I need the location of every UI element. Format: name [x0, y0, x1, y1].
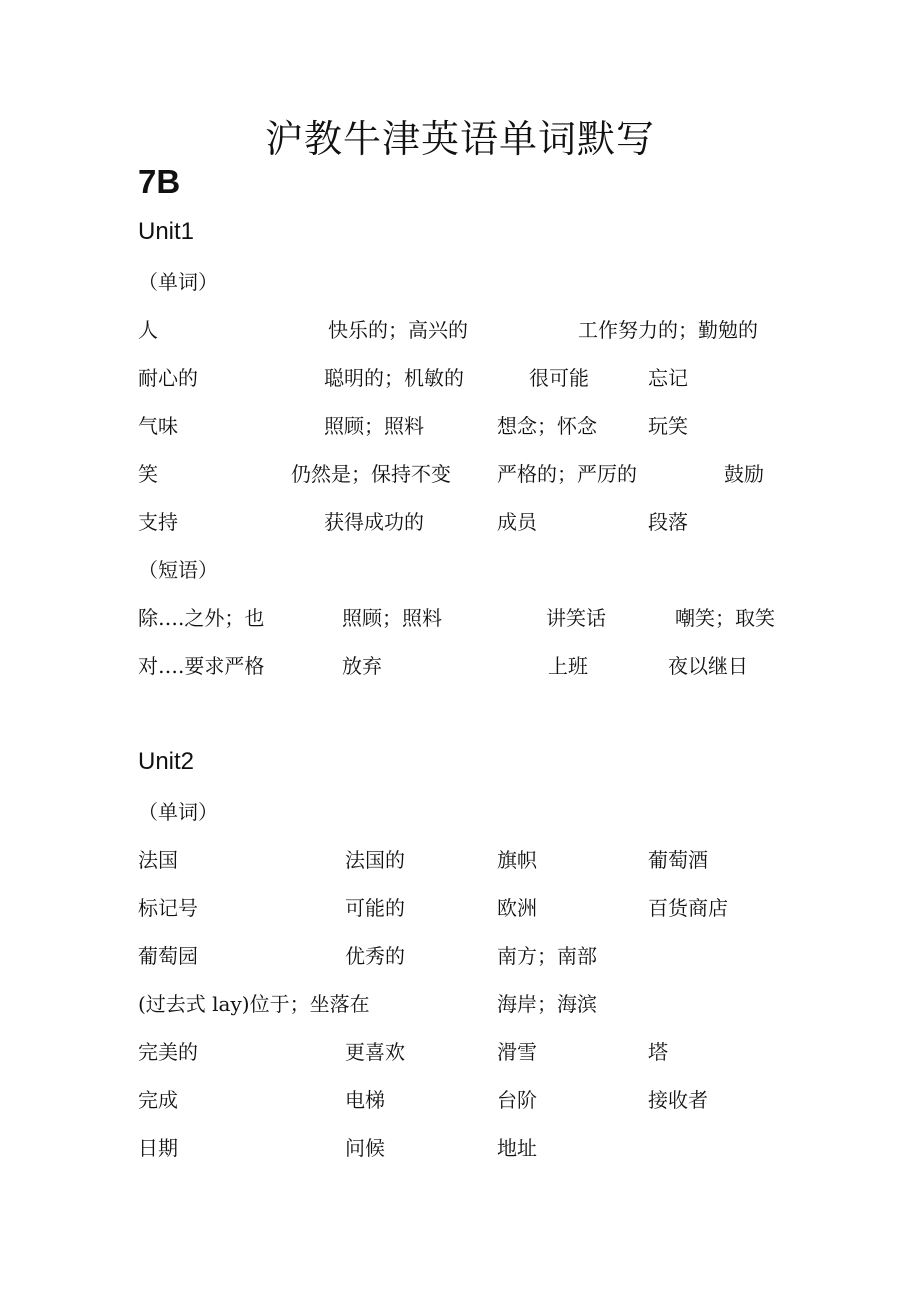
- word-item: 忘记: [648, 366, 688, 390]
- unit2-word-row: [0, 844, 920, 874]
- unit1-word-row: [0, 362, 920, 392]
- word-item: 想念；怀念: [497, 414, 597, 438]
- unit1-phrase-row: [0, 650, 920, 680]
- word-item: 葡萄园: [138, 944, 198, 968]
- word-item: 更喜欢: [345, 1040, 405, 1064]
- word-item: 法国的: [345, 848, 405, 872]
- unit1-words-label: （单词）: [138, 270, 218, 294]
- unit2-word-row: [0, 1036, 920, 1066]
- phrase-item: 嘲笑；取笑: [675, 606, 775, 630]
- word-item: 标记号: [138, 896, 198, 920]
- word-item: 日期: [138, 1136, 178, 1160]
- unit1-word-row: [0, 410, 920, 440]
- phrase-item: 夜以继日: [668, 654, 748, 678]
- phrase-item: 放弃: [342, 654, 382, 678]
- word-item: 段落: [648, 510, 688, 534]
- word-item: 葡萄酒: [648, 848, 708, 872]
- word-item: 鼓励: [724, 462, 764, 486]
- grade-heading: 7B: [138, 163, 181, 200]
- word-item: 快乐的；高兴的: [328, 318, 468, 342]
- word-item: 海岸；海滨: [497, 992, 597, 1016]
- word-item: 很可能: [529, 366, 589, 390]
- word-item: (过去式 lay)位于；坐落在: [138, 992, 370, 1016]
- word-item: 笑: [138, 462, 158, 486]
- word-item: 优秀的: [345, 944, 405, 968]
- word-item: 气味: [138, 414, 178, 438]
- page-title: 沪教牛津英语单词默写: [264, 117, 655, 161]
- word-item: 台阶: [497, 1088, 537, 1112]
- word-item: 滑雪: [497, 1040, 537, 1064]
- unit2-word-row: [0, 1084, 920, 1114]
- phrase-item: 照顾；照料: [342, 606, 442, 630]
- phrase-item: 对….要求严格: [138, 654, 265, 678]
- word-item: 仍然是；保持不变: [291, 462, 451, 486]
- phrase-item: 讲笑话: [546, 606, 606, 630]
- unit1-word-row: [0, 314, 920, 344]
- word-item: 照顾；照料: [324, 414, 424, 438]
- unit2-word-row: [0, 940, 920, 970]
- word-item: 获得成功的: [324, 510, 424, 534]
- unit2-heading: Unit2: [138, 748, 195, 775]
- word-item: 可能的: [345, 896, 405, 920]
- unit1-word-row: [0, 506, 920, 536]
- word-item: 百货商店: [648, 896, 728, 920]
- word-item: 塔: [648, 1040, 668, 1064]
- word-item: 问候: [345, 1136, 385, 1160]
- unit2-word-row: [0, 892, 920, 922]
- unit1-word-row: [0, 458, 920, 488]
- word-item: 电梯: [345, 1088, 385, 1112]
- phrase-item: 上班: [548, 654, 588, 678]
- word-item: 聪明的；机敏的: [324, 366, 464, 390]
- unit1-phrases-label: （短语）: [138, 558, 218, 582]
- word-item: 接收者: [648, 1088, 708, 1112]
- unit1-phrase-row: [0, 602, 920, 632]
- word-item: 工作努力的；勤勉的: [578, 318, 758, 342]
- unit2-word-row: [0, 1132, 920, 1162]
- word-item: 人: [138, 318, 158, 342]
- word-item: 法国: [138, 848, 178, 872]
- word-item: 欧洲: [497, 896, 537, 920]
- phrase-item: 除….之外；也: [138, 606, 265, 630]
- word-item: 完美的: [138, 1040, 198, 1064]
- word-item: 地址: [497, 1136, 537, 1160]
- unit2-word-row: [0, 988, 920, 1018]
- word-item: 完成: [138, 1088, 178, 1112]
- word-item: 支持: [138, 510, 178, 534]
- word-item: 耐心的: [138, 366, 198, 390]
- word-item: 南方；南部: [497, 944, 597, 968]
- unit1-heading: Unit1: [138, 218, 195, 245]
- word-item: 严格的；严厉的: [497, 462, 637, 486]
- word-item: 旗帜: [497, 848, 537, 872]
- word-item: 玩笑: [648, 414, 688, 438]
- word-item: 成员: [497, 510, 537, 534]
- unit2-words-label: （单词）: [138, 800, 218, 824]
